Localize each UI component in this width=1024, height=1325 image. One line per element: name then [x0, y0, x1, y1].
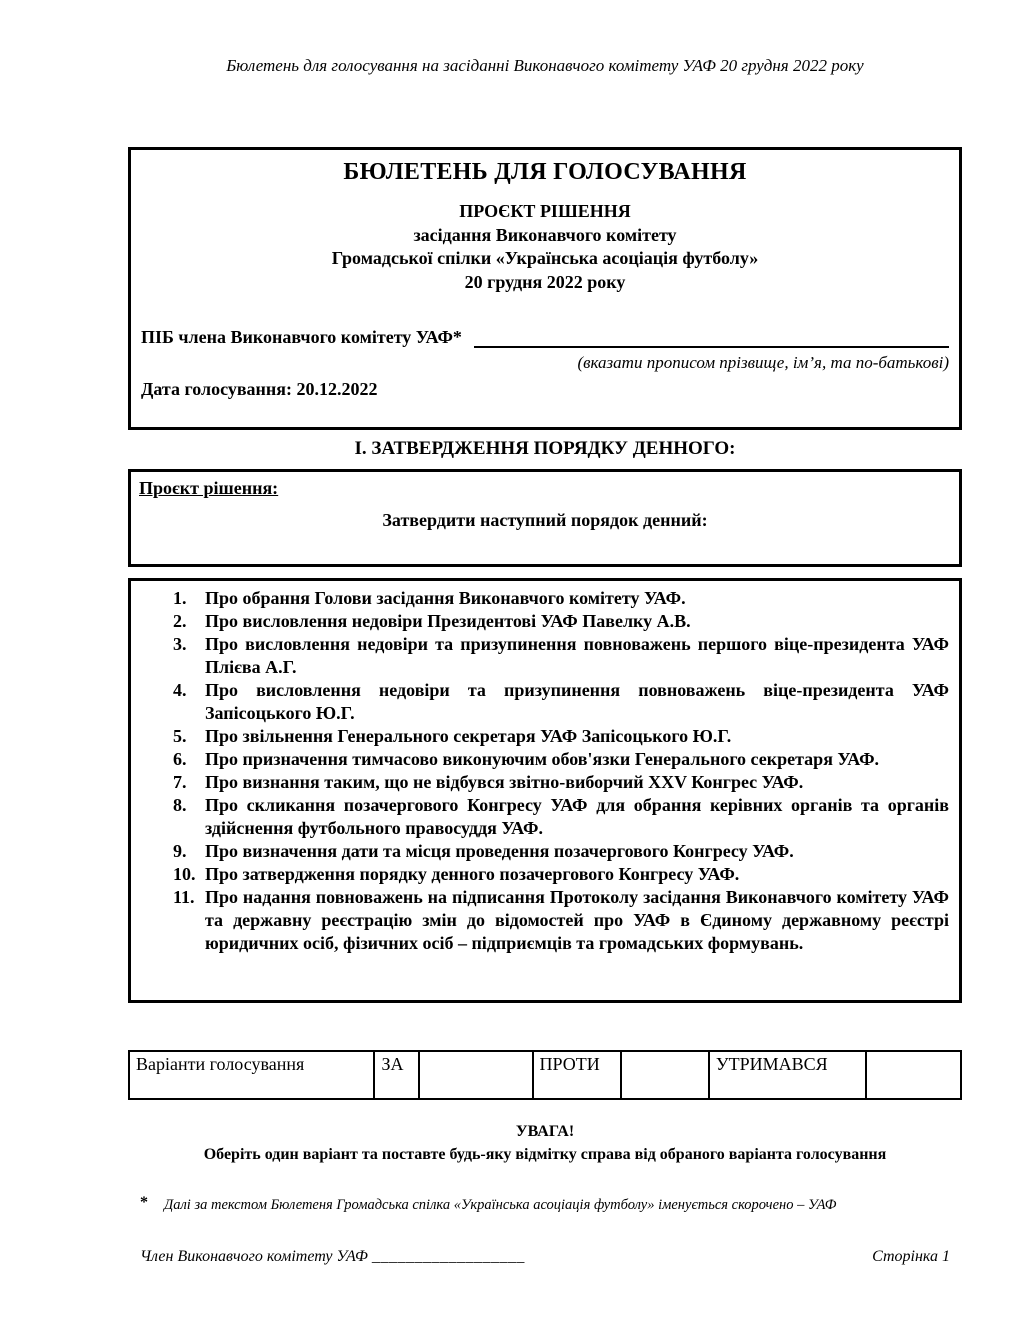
agenda-item-number: 2.: [173, 611, 187, 631]
ballot-header-box: [128, 147, 962, 430]
agenda-item-number: 5.: [173, 726, 187, 746]
agenda-item-text: Про висловлення недовіри Президентові УАФ Павелку А.В.: [205, 611, 691, 631]
voting-instruction: Оберіть один варіант та поставте будь-яку відмітку справа від обраного варіанта голосування: [203, 1146, 887, 1163]
agenda-item: [131, 771, 959, 794]
vote-for-mark-cell[interactable]: [419, 1051, 533, 1099]
vote-for-label-cell: ЗА: [374, 1051, 418, 1099]
agenda-item-text: Про затвердження порядку денного позачергового Конгресу УАФ.: [205, 864, 740, 884]
vote-against-mark-cell[interactable]: [621, 1051, 709, 1099]
draft-decision-heading: ПРОЄКТ РІШЕННЯ: [459, 201, 631, 221]
document-header: Бюлетень для голосування на засіданні Виконавчого комітету УАФ 20 грудня 2022 року: [226, 56, 864, 75]
agenda-item-number: 11.: [173, 887, 195, 907]
meeting-date: 20 грудня 2022 року: [464, 271, 626, 292]
agenda-item-number: 6.: [173, 749, 187, 769]
vote-table-row: [129, 1051, 961, 1099]
agenda-item-text: Про визначення дати та місця проведення позачергового Конгресу УАФ.: [205, 841, 794, 861]
attention-label: УВАГА!: [515, 1123, 575, 1140]
ballot-title: БЮЛЕТЕНЬ ДЛЯ ГОЛОСУВАННЯ: [343, 159, 747, 185]
vote-table: [128, 1050, 962, 1100]
agenda-item-number: 7.: [173, 772, 187, 792]
agenda-item-number: 3.: [173, 634, 187, 654]
vote-against-label-cell: ПРОТИ: [533, 1051, 621, 1099]
agenda-item: [131, 679, 959, 725]
agenda-item: [131, 610, 959, 633]
agenda-item-text: Про висловлення недовіри та призупинення повноважень віце-президента УАФ Запісоцького Ю.Г.: [205, 680, 949, 723]
vote-abstain-label-cell: УТРИМАВСЯ: [709, 1051, 866, 1099]
member-name-hint: (вказати прописом прізвище, ім’я, та по-батькові): [577, 353, 949, 372]
vote-abstain-mark-cell[interactable]: [866, 1051, 961, 1099]
agenda-item-text: Про обрання Голови засідання Виконавчого комітету УАФ.: [205, 588, 686, 608]
signature-line[interactable]: __________________: [371, 1248, 525, 1265]
organization-line: Громадської спілки «Українська асоціація футболу»: [331, 248, 759, 268]
page-footer: [128, 1248, 962, 1266]
vote-date: Дата голосування: 20.12.2022: [141, 379, 378, 399]
section-heading: І. ЗАТВЕРДЖЕННЯ ПОРЯДКУ ДЕННОГО:: [354, 438, 736, 459]
footnote-marker: *: [140, 1194, 148, 1211]
draft-label: Проєкт рішення:: [139, 478, 279, 498]
page-number: Сторінка 1: [872, 1248, 950, 1265]
draft-decision-block: [131, 200, 959, 294]
agenda-item-number: 1.: [173, 588, 187, 608]
notice-block: [128, 1122, 962, 1165]
footer-member-signature: [140, 1248, 525, 1266]
footnote: [128, 1196, 962, 1215]
agenda-item-text: Про звільнення Генерального секретаря УАФ Запісоцького Ю.Г.: [205, 726, 732, 746]
agenda-item-number: 4.: [173, 680, 187, 700]
agenda-item: [131, 794, 959, 840]
agenda-item-text: Про призначення тимчасово виконуючим обов'язки Генерального секретаря УАФ.: [205, 749, 880, 769]
agenda-item: [131, 748, 959, 771]
agenda-item: [131, 587, 959, 610]
meeting-line: засідання Виконавчого комітету: [413, 224, 677, 245]
agenda-item-text: Про визнання таким, що не відбувся звітно-виборчий XXV Конгрес УАФ.: [205, 772, 804, 792]
draft-text: Затвердити наступний порядок денний:: [382, 510, 708, 530]
agenda-item-text: Про висловлення недовіри та призупинення повноважень першого віце-президента УАФ Плієва А.Г.: [205, 634, 949, 677]
footnote-text: Далі за текстом Бюлетеня Громадська спілка «Українська асоціація футболу» іменується скорочено – УАФ: [164, 1197, 837, 1213]
member-name-label: ПІБ члена Виконавчого комітету УАФ*: [141, 327, 462, 347]
draft-decision-box: [128, 469, 962, 567]
agenda-box: [128, 578, 962, 1003]
agenda-item: [131, 633, 959, 679]
agenda-item-number: 10.: [173, 864, 196, 884]
member-name-fill-line[interactable]: [474, 324, 949, 348]
member-name-row: [141, 324, 949, 348]
agenda-item: [131, 840, 959, 863]
agenda-item: [131, 863, 959, 886]
agenda-item: [131, 725, 959, 748]
agenda-item-number: 9.: [173, 841, 187, 861]
agenda-item: [131, 886, 959, 955]
agenda-item-text: Про скликання позачергового Конгресу УАФ для обрання керівних органів та органів здійснення футбольного правосуддя УАФ.: [205, 795, 949, 838]
footer-member-label: Член Виконавчого комітету УАФ: [140, 1248, 368, 1265]
vote-variants-label-cell: Варіанти голосування: [129, 1051, 374, 1099]
agenda-item-number: 8.: [173, 795, 187, 815]
agenda-item-text: Про надання повноважень на підписання Протоколу засідання Виконавчого комітету УАФ та державну реєстрацію змін до відомостей про УАФ в Єдиному державному реєстрі юридичних осіб, фізичних осіб – підприємців та громадських формувань.: [205, 887, 949, 953]
